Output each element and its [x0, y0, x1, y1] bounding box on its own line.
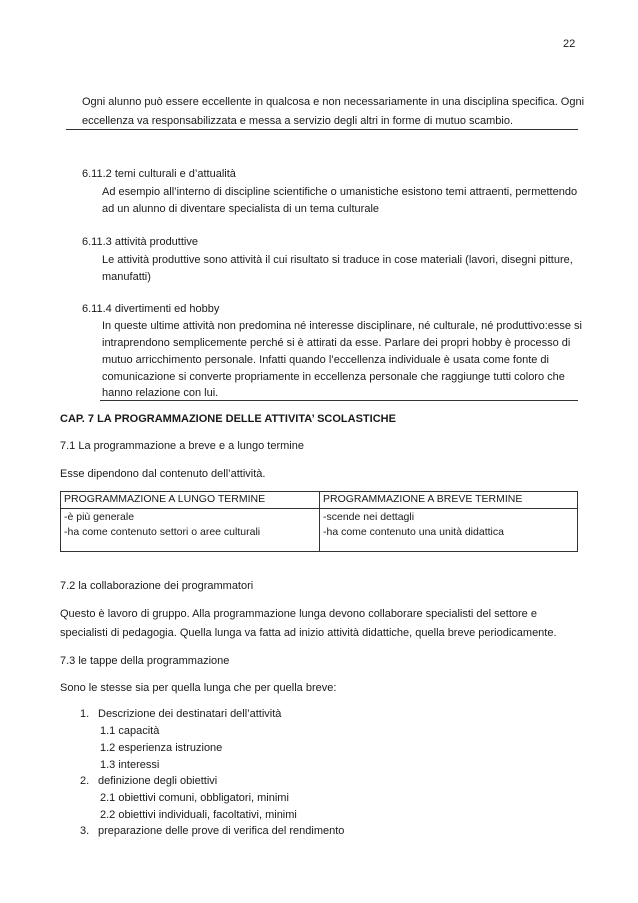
section-7-1-title: 7.1 La programmazione a breve e a lungo termine	[60, 440, 304, 452]
table-header-cell: PROGRAMMAZIONE A LUNGO TERMINE	[61, 492, 320, 509]
section-7-2-line: specialisti di pedagogia. Quella lunga va fatta ad inizio attività didattiche, quella breve periodicamente.	[60, 627, 557, 639]
cell-line: -ha come contenuto settori o aree culturali	[64, 526, 261, 538]
section-heading: 6.11.4 divertimenti ed hobby	[82, 303, 220, 315]
table-cell-long	[61, 509, 320, 552]
list-number: 1.	[80, 708, 90, 720]
section-7-1-text: Esse dipendono dal contenuto dell’attività.	[60, 468, 266, 480]
list-text: definizione degli obiettivi	[98, 775, 218, 787]
section-line: Le attività produttive sono attività il cui risultato si traduce in cose materiali (lavori, disegni pitture,	[102, 254, 573, 266]
cell-line: -ha come contenuto una unità didattica	[323, 526, 504, 538]
section-line: comunicazione si converte propriamente in eccellenza personale che raggiunge tutti coloro che	[102, 371, 565, 383]
divider	[100, 400, 578, 401]
chapter-title: CAP. 7 LA PROGRAMMAZIONE DELLE ATTIVITA’ SCOLASTICHE	[60, 413, 396, 425]
sub-item: 1.1 capacità	[100, 725, 160, 737]
sub-item: 2.2 obiettivi individuali, facoltativi, minimi	[100, 809, 297, 821]
section-line: mutuo arricchimento personale. Infatti quando l’eccellenza individuale è usata come fonte di	[102, 354, 549, 366]
section-line: Ad esempio all’interno di discipline scientifiche o umanistiche esistono temi attraenti, permettendo	[102, 186, 578, 198]
list-number: 3.	[80, 825, 90, 837]
section-line: intraprendono semplicemente perché si è attirati da esse. Parlare dei propri hobby è processo di	[102, 337, 571, 349]
table-cell-short	[320, 509, 578, 552]
section-line: ad un alunno di diventare specialista di un tema culturale	[102, 203, 380, 215]
section-line: hanno relazione con lui.	[102, 387, 219, 399]
divider	[66, 129, 578, 130]
page-number: 22	[563, 38, 576, 50]
list-text: Descrizione dei destinatari dell’attività	[98, 708, 282, 720]
section-7-2-title: 7.2 la collaborazione dei programmatori	[60, 580, 254, 592]
sub-item: 2.1 obiettivi comuni, obbligatori, minimi	[100, 792, 289, 804]
intro-line: eccellenza va responsabilizzata e messa a servizio degli altri in forme di mutuo scambio.	[82, 115, 514, 127]
cell-line: -è più generale	[64, 511, 135, 523]
section-7-3-text: Sono le stesse sia per quella lunga che per quella breve:	[60, 682, 337, 694]
section-heading: 6.11.2 temi culturali e d’attualità	[82, 168, 236, 180]
table-row	[61, 509, 578, 552]
cell-line: -scende nei dettagli	[323, 511, 415, 523]
intro-line: Ogni alunno può essere eccellente in qualcosa e non necessariamente in una disciplina specifica. Ogni	[82, 96, 585, 108]
table-header-cell: PROGRAMMAZIONE A BREVE TERMINE	[320, 492, 578, 509]
section-heading: 6.11.3 attività produttive	[82, 236, 198, 248]
section-7-2-line: Questo è lavoro di gruppo. Alla programmazione lunga devono collaborare specialisti del settore e	[60, 608, 537, 620]
list-number: 2.	[80, 775, 90, 787]
table-header-row	[61, 492, 578, 509]
section-line: In queste ultime attività non predomina né interesse disciplinare, né culturale, né produttivo:esse si	[102, 320, 582, 332]
sub-item: 1.2 esperienza istruzione	[100, 742, 223, 754]
list-text: preparazione delle prove di verifica del rendimento	[98, 825, 345, 837]
programming-table	[60, 491, 578, 552]
section-7-3-title: 7.3 le tappe della programmazione	[60, 655, 230, 667]
sub-item: 1.3 interessi	[100, 759, 160, 771]
section-line: manufatti)	[102, 271, 151, 283]
